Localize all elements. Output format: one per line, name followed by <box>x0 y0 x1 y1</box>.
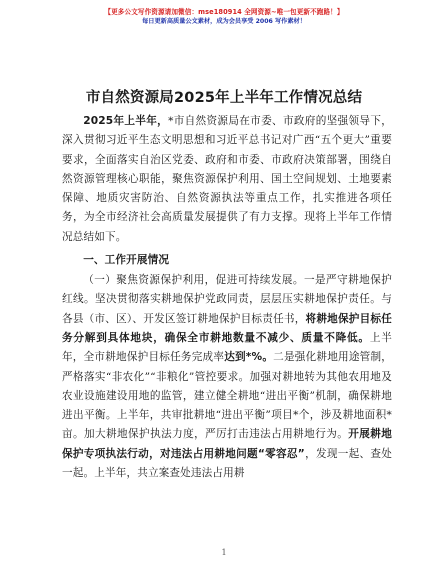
para-emphasis: 将耕地保护目标任务分解到具体地块，确保全市耕地数量不减少、质量不降低。 <box>62 312 393 344</box>
promo-banner <box>0 8 448 26</box>
promo-banner-line1: 【更多公文写作资源请加微信：mse180914 全网资源~唯一包更新不跑路！】 <box>104 8 344 16</box>
para-text: ，发现一起、查处一起。上半年，共立案查处违法占用耕 <box>62 447 393 480</box>
intro-lead: 2025年上半年， <box>83 115 169 127</box>
para-text: 二是强化耕地用途管制，严格落实“非农化”“非粮化”管控要求。加强对耕地转为其他农用地及农业设施建设用地的监管，建立健全耕地“进出平衡”机制，确保耕地进出平衡。上半年，共审批耕地“进出平衡”项目*个，涉及耕地面积*亩。加大耕地保护执法力度，严厉打击违法占用耕地行为。 <box>62 351 393 441</box>
document-title: 市自然资源局2025年上半年工作情况总结 <box>85 90 363 106</box>
para-text: 上半年，全市耕地保护目标任务完成率 <box>62 331 392 364</box>
intro-text: *市自然资源局在市委、市政府的坚强领导下，深入贯彻习近平生态文明思想和习近平总书记对广西“五个更大”重要要求，全面落实自治区党委、政府和市委、市政府决策部署，围绕自然资源管理核心职能，聚焦资源保护利用、国土空间规划、土地要素保障、地质灾害防治、自然资源执法等重点工作，扎实推进各项任务，为全市经济社会高质量发展提供了有力支撑。现将上半年工作情况总结如下。 <box>62 115 392 243</box>
section-heading: 一、工作开展情况 <box>83 254 170 267</box>
body-paragraph <box>62 271 392 483</box>
para-text: （一）聚焦资源保护利用，促进可持续发展。一是严守耕地保护红线。坚决贯彻落实耕地保护党政同责，层层压实耕地保护责任。与各县（市、区）、开发区签订耕地保护目标责任书， <box>62 274 392 325</box>
promo-banner-line2: 每日更新高质量公文素材，成为会员享受 2006 写作素材！ <box>142 18 306 25</box>
intro-paragraph <box>62 112 392 247</box>
page-number: 1 <box>221 548 227 557</box>
para-emphasis: 开展耕地保护专项执法行动，对违法占用耕地问题“零容忍” <box>62 428 392 460</box>
para-emphasis: 达到*%。 <box>224 351 274 364</box>
document-body <box>62 112 392 483</box>
